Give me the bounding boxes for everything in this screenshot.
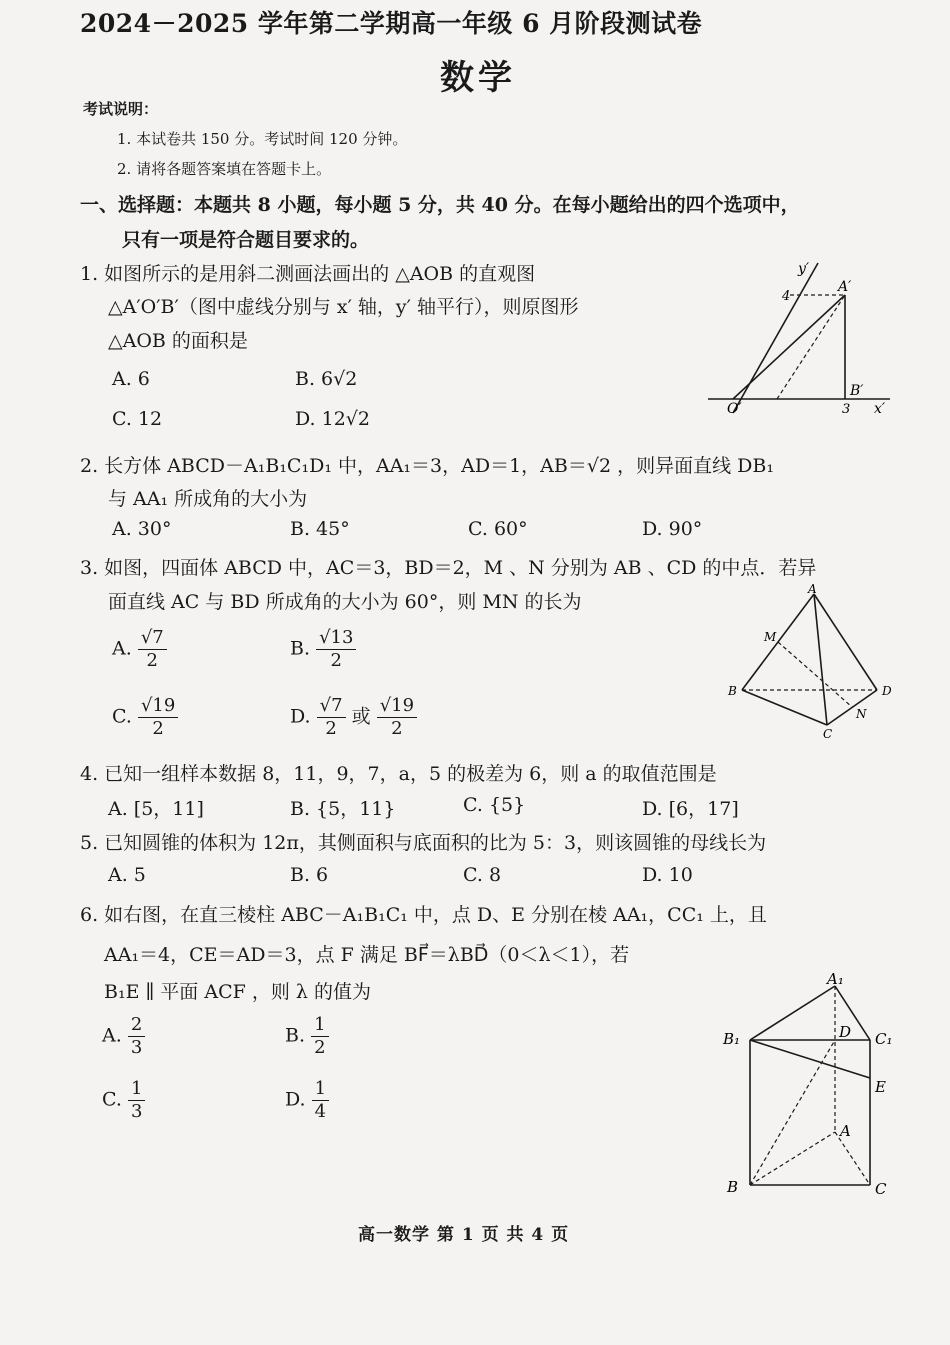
edge-ad [814,594,877,690]
fraction [311,1014,328,1059]
point-label: N [856,707,867,721]
fraction [138,627,167,672]
q1-stem: △A′O′B′（图中虚线分别与 x′ 轴，y′ 轴平行），则原图形 [108,296,579,318]
denominator: 2 [391,718,403,739]
q6-stem: 6. 如右图，在直三棱柱 ABC－A₁B₁C₁ 中，点 D、E 分别在棱 AA₁，CC₁ 上，且 [80,904,767,926]
q6-option-c [102,1078,145,1123]
point-label: A₁ [827,970,844,988]
q4-option-a: A. [5，11] [108,798,204,820]
q2-option-c: C. 60° [468,518,528,540]
q2-option-a: A. 30° [112,518,172,540]
q4-option-c: C. {5} [463,794,526,816]
q1-option-b: B. 6√2 [295,368,358,390]
point-label: C [875,1180,887,1198]
fraction [316,627,356,672]
q5-option-d: D. 10 [642,864,693,886]
denominator: 2 [152,718,164,739]
point-label: A [840,1122,851,1140]
edge-bc [742,690,827,725]
denominator: 2 [330,650,342,671]
fraction [128,1014,145,1059]
q1-stem: 1. 如图所示的是用斜二测画法画出的 △AOB 的直观图 [80,263,536,285]
q3-stem: 面直线 AC 与 BD 所成角的大小为 60°，则 MN 的长为 [108,591,582,613]
q6-option-a [102,1014,145,1059]
numerator: √7 [138,627,167,650]
q3-option-c [112,695,178,740]
option-label: B. [290,637,311,660]
option-label: D. [285,1088,306,1111]
q1-option-d: D. 12√2 [295,408,371,430]
y-axis-label: y′ [798,261,810,277]
q3-option-d [290,695,417,740]
point-label: C₁ [875,1030,893,1048]
denominator: 3 [130,1037,143,1058]
denominator: 4 [314,1101,327,1122]
q5-option-b: B. 6 [290,864,329,886]
dashed-line [777,295,845,399]
q2-stem: 2. 长方体 ABCD－A₁B₁C₁D₁ 中，AA₁＝3，AD＝1，AB＝√2 ，则异面直线 DB₁ [80,455,774,477]
numerator: 1 [312,1078,329,1101]
q2-option-b: B. 45° [290,518,350,540]
tick-label: 4 [782,289,791,304]
q4-option-b: B. {5，11} [290,798,396,820]
q5-stem: 5. 已知圆锥的体积为 12π，其侧面积与底面积的比为 5：3，则该圆锥的母线长为 [80,832,767,854]
point-label: D [882,684,892,698]
q5-option-c: C. 8 [463,864,502,886]
q6-option-d [285,1078,329,1123]
segment-oa [733,295,845,399]
or-text: 或 [351,705,371,728]
point-label: B₁ [723,1030,741,1048]
fraction [138,695,178,740]
point-label: B [727,1178,739,1196]
point-label: D [839,1023,852,1041]
q4-stem: 4. 已知一组样本数据 8，11，9，7，a，5 的极差为 6，则 a 的取值范围是 [80,763,717,785]
option-label: C. [112,705,132,728]
option-label: C. [102,1088,122,1111]
segment-mn [778,642,852,707]
edge-ac [814,594,827,725]
fraction [317,695,346,740]
numerator: 1 [128,1078,145,1101]
point-label: A [808,582,817,596]
segment-b1e [750,1040,870,1078]
q1-option-a: A. 6 [112,368,150,390]
fraction [377,695,417,740]
numerator: √19 [377,695,417,718]
instruction-item: 1. 本试卷共 150 分。考试时间 120 分钟。 [117,130,408,148]
option-label: A. [112,637,132,660]
point-label: M [764,630,777,644]
point-label: C [823,727,833,741]
q4-option-d: D. [6，17] [642,798,739,820]
fraction [128,1078,145,1123]
denominator: 2 [325,718,337,739]
q1-option-c: C. 12 [112,408,163,430]
option-label: D. [290,705,311,728]
point-label: B′ [850,383,864,399]
tick-label: 3 [842,402,851,417]
q6-figure [715,970,905,1205]
edge-cd [827,690,877,725]
q6-stem: B₁E ∥ 平面 ACF ，则 λ 的值为 [104,981,371,1003]
instructions-heading: 考试说明： [83,100,159,118]
point-label: O′ [727,401,742,417]
point-label: E [875,1078,886,1096]
numerator: 2 [128,1014,145,1037]
q6-stem: AA₁＝4，CE＝AD＝3，点 F 满足 BF⃗＝λBD⃗（0＜λ＜1），若 [104,944,630,966]
numerator: 1 [311,1014,328,1037]
q5-option-a: A. 5 [108,864,146,886]
q3-stem: 3. 如图，四面体 ABCD 中，AC＝3，BD＝2，M 、N 分别为 AB 、CD 的中点．若异 [80,557,817,579]
y-axis [733,263,818,413]
section-heading: 一、选择题：本题共 8 小题，每小题 5 分，共 40 分。在每小题给出的四个选项中， [80,194,800,216]
instruction-item: 2. 请将各题答案填在答题卡上。 [117,160,332,178]
numerator: √13 [316,627,356,650]
q1-stem: △AOB 的面积是 [108,330,248,352]
q6-option-b [285,1014,329,1059]
q1-figure [700,255,900,425]
numerator: √7 [317,695,346,718]
numerator: √19 [138,695,178,718]
page-footer: 高一数学 第 1 页 共 4 页 [358,1225,570,1245]
denominator: 2 [146,650,158,671]
q2-option-d: D. 90° [642,518,703,540]
denominator: 3 [130,1101,143,1122]
q3-option-b [290,627,356,672]
q2-stem: 与 AA₁ 所成角的大小为 [108,488,308,510]
point-label: B [728,684,737,698]
x-axis-label: x′ [874,401,886,417]
edge-b1a1 [750,986,835,1040]
segment-bd [750,1040,835,1185]
option-label: A. [102,1024,122,1047]
fraction [312,1078,329,1123]
point-label: A′ [838,279,852,295]
edge-ab [750,1132,835,1185]
option-label: B. [285,1024,306,1047]
subject-title: 数学 [440,58,516,98]
q3-option-a [112,627,167,672]
exam-title: 2024－2025 学年第二学期高一年级 6 月阶段测试卷 [80,9,703,38]
denominator: 2 [314,1037,326,1058]
section-heading-cont: 只有一项是符合题目要求的。 [122,229,370,251]
q3-figure [722,582,902,742]
